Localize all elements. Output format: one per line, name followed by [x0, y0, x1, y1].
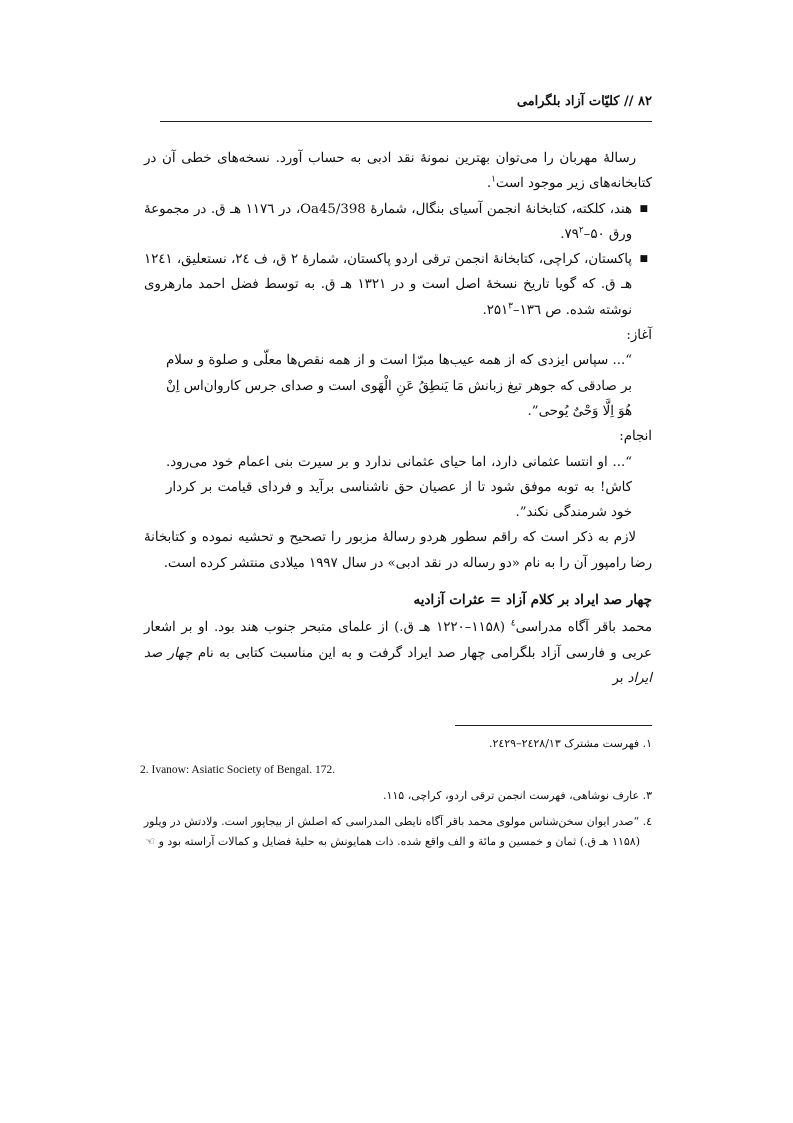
footnote-continuation: (۱۱۵۸ هـ ق.) ثمان و خمسین و مائة و الف واقع شده. ذات همایونش به حلیهٔ فضایل و کمالات آراسته بود و ☜	[145, 835, 640, 848]
list-item-text: هند، کلکته، کتابخانهٔ انجمن آسیای بنگال، شمارهٔ 398/Oa45، در ۱۱۷٦ هـ ق. در مجموعهٔ ورق ۵۰–۷۹	[144, 201, 632, 242]
anjam-quote: “... او انتسا عثمانی دارد، اما حیای عثمانی ندارد و بر سیرت بنی اعمام خود می‌رود. کاش! به توبه موفق شود تا از عصیان حق ناشناسی برآید و فردای قیامت بر کردار خود شرمندگی نکند”.	[166, 454, 632, 521]
anjam-label: انجام:	[619, 429, 652, 445]
footnotes	[140, 734, 652, 858]
section-text-a: محمد باقر آگاه مدراسی	[515, 620, 653, 636]
footnote: 2. Ivanow: Asiatic Society of Bengal. 172.	[140, 764, 336, 776]
square-bullet-icon: ■	[639, 203, 648, 214]
book-title: چهار صد ایراد	[144, 645, 652, 686]
footnote: ٤. “صدر ایوان سخن‌شناس مولوی محمد باقر آگاه نایطی المدراسی که اصلش از بیجاپور است. ولادتش در ویلور	[143, 815, 652, 828]
list-item	[144, 197, 652, 248]
running-header: ۸۲ // کلیّات آزاد بلگرامی	[516, 94, 652, 109]
manuscript-list	[144, 197, 652, 323]
list-item-end: .	[560, 226, 565, 242]
list-item	[144, 247, 652, 323]
main-text	[144, 146, 652, 691]
closing-paragraph: لازم به ذکر است که راقم سطور هردو رسالهٔ مزبور را تصحیح و تحشیه نموده و کتابخانهٔ رضا رامپور آن را به نام «دو رساله در نقد ادبی» در سال ۱۹۹۷ میلادی منتشر کرده است.	[144, 530, 652, 571]
footnote: ۳. عارف نوشاهی، فهرست انجمن ترقی اردو، کراچی، ۱۱۵.	[382, 789, 652, 802]
section-text-c: بر	[612, 670, 628, 686]
aghaz-label: آغاز:	[626, 328, 652, 344]
aghaz-quote	[166, 348, 632, 424]
footnote-ref[interactable]: ۲	[578, 225, 584, 236]
section-text-b: (۱۱۵۸–۱۲۲۰ هـ ق.) از علمای متبحر جنوب هند بود. او بر اشعار عربی و فارسی آزاد بلگرامی چهار صد ایراد گرفت و به این مناسبت کتابی به نام	[144, 620, 652, 661]
footnote-ref[interactable]: ٤	[510, 618, 516, 629]
section-heading: چهار صد ایراد بر کلام آزاد = عثرات آزادیه	[413, 592, 652, 609]
footnote-ref[interactable]: ۳	[508, 301, 513, 312]
intro-text: رسالهٔ مهربان را می‌توان بهترین نمونهٔ نقد ادبی به حساب آورد. نسخه‌های خطی آن در کتابخانه‌های زیر موجود است	[144, 151, 652, 192]
square-bullet-icon: ■	[639, 254, 648, 265]
aghaz-quote-text: “... سپاس ایزدی که از همه عیب‌ها مبرّا است و از همه نقص‌ها معلّی و صلوة و سلام بر صادقی که جوهر تیغ زبانش مَا یَنطِقُ عَنِ الْهَوی است و صدای جرس کاروان‌اس اِنْ هُوَ اِلَّا وَحْیٌ یُوحی	[166, 353, 632, 419]
list-item-text: پاکستان، کراچی، کتابخانهٔ انجمن ترقی اردو پاکستان، شمارهٔ ۲ ق، ف ۲٤، نستعلیق، ۱۲٤۱ هـ ق. که گویا تاریخ نسخهٔ اصل است و در ۱۳۲۱ هـ ق. به توسط فضل احمد مارهروی نوشته شده. ص ۱۳٦–۲۵۱	[144, 252, 633, 318]
footnote: ۱. فهرست مشترک ۲٤۲۸/۱۳–۲٤۲۹.	[488, 737, 652, 750]
section-paragraph	[144, 615, 652, 691]
header-rule	[160, 121, 652, 122]
intro-end: .	[486, 176, 492, 192]
list-item-end: .	[482, 302, 487, 318]
intro-paragraph	[144, 146, 652, 197]
aghaz-quote-end: ”.	[527, 403, 539, 419]
footnote-ref[interactable]: ۱	[491, 174, 496, 185]
footnote-rule	[455, 725, 652, 726]
